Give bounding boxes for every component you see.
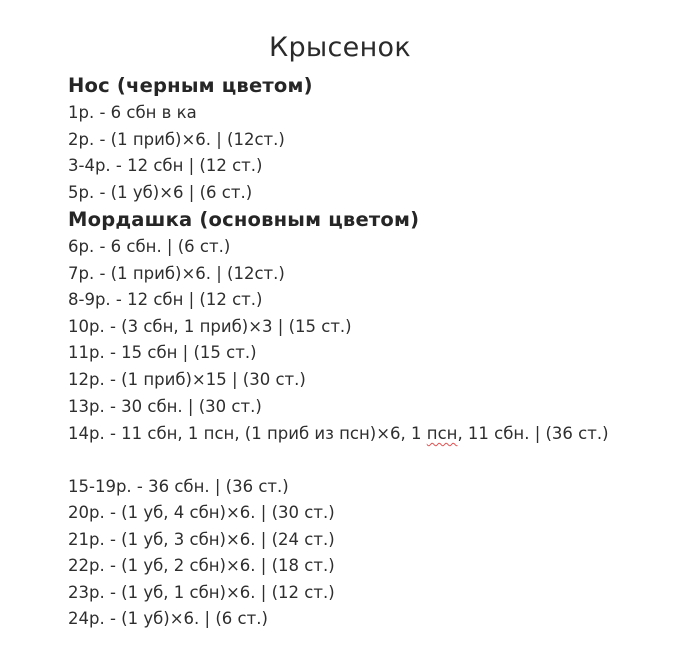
pattern-row: 12р. - (1 приб)×15 | (30 ст.) — [68, 370, 306, 389]
pattern-row: 24р. - (1 уб)×6. | (6 ст.) — [68, 609, 268, 628]
pattern-row: 13р. - 30 сбн. | (30 ст.) — [68, 397, 262, 416]
pattern-row: 3-4р. - 12 сбн | (12 ст.) — [68, 156, 263, 175]
spellcheck-underlined-word: псн — [426, 424, 458, 443]
section-heading-muzzle: Мордашка (основным цветом) — [68, 208, 420, 231]
pattern-row: 23р. - (1 уб, 1 сбн)×6. | (12 ст.) — [68, 583, 335, 602]
row-text-part: , 11 сбн. | (36 ст.) — [457, 424, 609, 443]
pattern-row: 15-19р. - 36 сбн. | (36 ст.) — [68, 477, 289, 496]
pattern-row: 2р. - (1 приб)×6. | (12ст.) — [68, 130, 285, 149]
pattern-row: 8-9р. - 12 сбн | (12 ст.) — [68, 290, 263, 309]
pattern-row: 6р. - 6 сбн. | (6 ст.) — [68, 237, 231, 256]
page-title: Крысенок — [269, 32, 411, 63]
section-heading-nose: Нос (черным цветом) — [68, 74, 313, 97]
pattern-row: 21р. - (1 уб, 3 сбн)×6. | (24 ст.) — [68, 530, 335, 549]
pattern-row: 22р. - (1 уб, 2 сбн)×6. | (18 ст.) — [68, 556, 335, 575]
pattern-row: 10р. - (3 сбн, 1 приб)×3 | (15 ст.) — [68, 317, 352, 336]
pattern-row: 1р. - 6 сбн в ка — [68, 103, 197, 122]
pattern-row: 5р. - (1 уб)×6 | (6 ст.) — [68, 183, 253, 202]
pattern-row: 11р. - 15 сбн | (15 ст.) — [68, 343, 257, 362]
pattern-row-wrapped — [68, 421, 623, 448]
pattern-row: 20р. - (1 уб, 4 сбн)×6. | (30 ст.) — [68, 503, 335, 522]
row-text-part: 14р. - 11 сбн, 1 псн, (1 приб из псн)×6, 1 — [68, 424, 427, 443]
pattern-row: 7р. - (1 приб)×6. | (12ст.) — [68, 264, 285, 283]
